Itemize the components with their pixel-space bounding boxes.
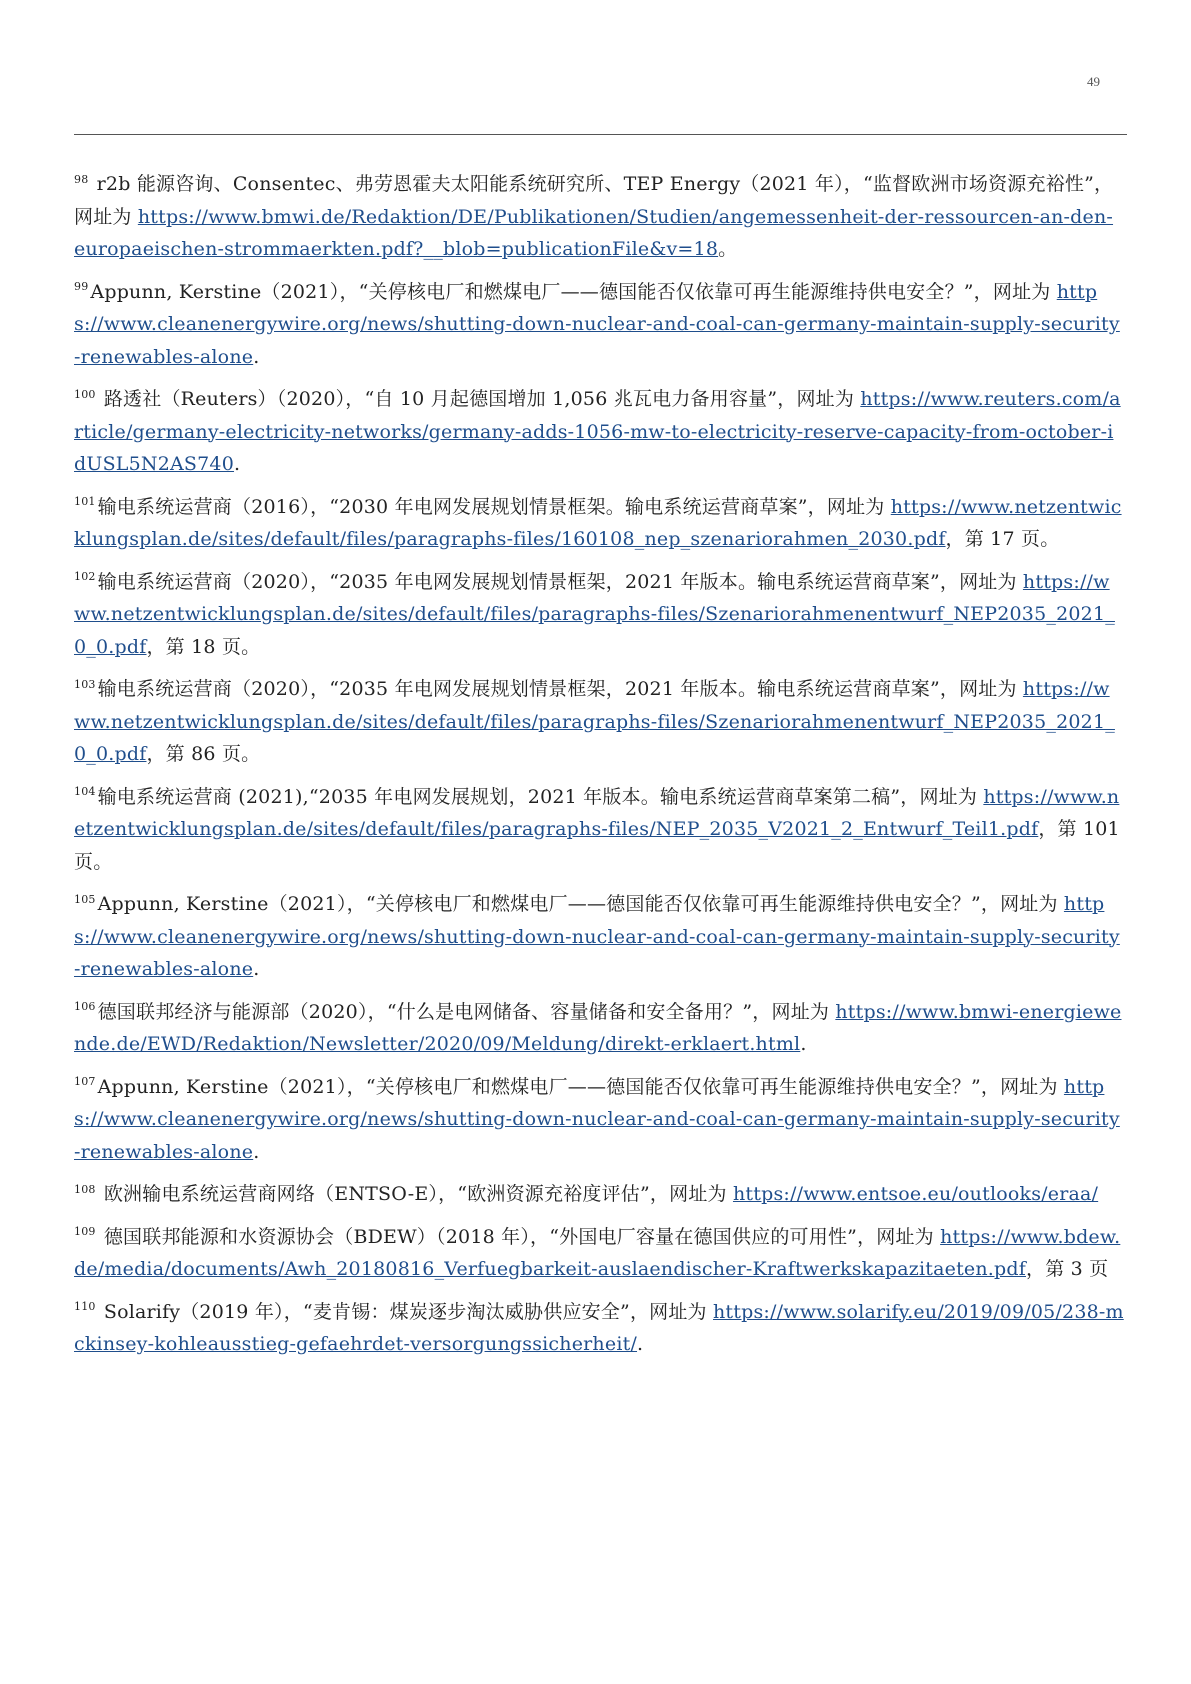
footnote-108 — [74, 1178, 1124, 1211]
footnote-link[interactable]: https://www.entsoe.eu/outlooks/eraa/ — [732, 1183, 1099, 1205]
footnote-list — [74, 168, 1124, 1371]
footnote-110 — [74, 1296, 1124, 1361]
footnote-text: Appunn, Kerstine（2021），“关停核电厂和燃煤电厂——德国能否仅依靠可再生能源维持供电安全？”，网址为 — [90, 280, 1057, 303]
footnote-text: 输电系统运营商（2016），“2030 年电网发展规划情景框架。输电系统运营商草案”，网址为 — [97, 495, 891, 518]
footnote-text: 路透社（Reuters）（2020），“自 10 月起德国增加 1,056 兆瓦电力备用容量”，网址为 — [97, 388, 861, 410]
footnote-suffix: . — [234, 453, 241, 475]
header-divider — [74, 134, 1127, 135]
footnote-text: Appunn, Kerstine（2021），“关停核电厂和燃煤电厂——德国能否仅依靠可再生能源维持供电安全？”，网址为 — [97, 893, 1064, 915]
footnote-suffix: . — [253, 345, 260, 368]
footnote-number: 109 — [74, 1225, 96, 1239]
footnote-link[interactable]: https://www.cleanenergywire.org/news/shutting-down-nuclear-and-coal-can-germany-maintain-supply-security-renewables-alone — [74, 1075, 1120, 1163]
footnote-number: 102 — [74, 570, 96, 584]
footnote-number: 108 — [74, 1182, 96, 1196]
footnote-number: 110 — [74, 1300, 96, 1314]
footnote-link[interactable]: https://www.cleanenergywire.org/news/shutting-down-nuclear-and-coal-can-germany-maintain-supply-security-renewables-alone — [74, 893, 1120, 980]
footnote-link[interactable]: https://www.netzentwicklungsplan.de/sites/default/files/paragraphs-files/Szenariorahmenentwurf_NEP2035_2021_0_0.pdf — [74, 678, 1115, 765]
footnote-number: 103 — [74, 677, 96, 691]
footnote-number: 98 — [74, 172, 89, 186]
footnote-104 — [74, 781, 1124, 879]
footnote-link[interactable]: https://www.bmwi-energiewende.de/EWD/Redaktion/Newsletter/2020/09/Meldung/direkt-erklaert.html — [74, 1000, 1122, 1055]
footnote-link[interactable]: https://www.bmwi.de/Redaktion/DE/Publikationen/Studien/angemessenheit-der-ressourcen-an-den-europaeischen-strommaerkten.pdf?__blob=publicationFile&v=18 — [74, 205, 1114, 260]
footnote-text: 输电系统运营商 (2021),“2035 年电网发展规划，2021 年版本。输电系统运营商草案第二稿”，网址为 — [97, 785, 984, 808]
footnote-text: Appunn, Kerstine（2021），“关停核电厂和燃煤电厂——德国能否仅依靠可再生能源维持供电安全？”，网址为 — [97, 1075, 1064, 1098]
footnote-suffix: 。 — [718, 238, 738, 260]
footnote-link[interactable]: https://www.solarify.eu/2019/09/05/238-mckinsey-kohleausstieg-gefaehrdet-versorgungssicherheit/ — [74, 1300, 1124, 1355]
footnote-link[interactable]: https://www.netzentwicklungsplan.de/sites/default/files/paragraphs-files/160108_nep_szenariorahmen_2030.pdf — [74, 495, 1122, 550]
footnote-text: r2b 能源咨询、Consentec、弗劳恩霍夫太阳能系统研究所、TEP Energy（2021 年），“监督欧洲市场资源充裕性”，网址为 — [74, 173, 1114, 228]
footnote-109 — [74, 1221, 1124, 1286]
footnote-suffix: . — [253, 958, 260, 980]
footnote-suffix: ，第 101 页。 — [74, 818, 1120, 873]
footnote-98 — [74, 168, 1124, 266]
footnote-107 — [74, 1071, 1124, 1169]
footnote-text: Solarify（2019 年），“麦肯锡：煤炭逐步淘汰威胁供应安全”，网址为 — [97, 1300, 713, 1323]
footnote-105 — [74, 888, 1124, 986]
footnote-suffix: . — [800, 1033, 807, 1055]
footnote-number: 107 — [74, 1075, 96, 1089]
footnote-suffix: ，第 3 页 — [1026, 1258, 1109, 1280]
footnote-number: 105 — [74, 892, 96, 906]
footnote-number: 106 — [74, 1000, 96, 1014]
footnote-103 — [74, 673, 1124, 771]
footnote-number: 100 — [74, 387, 96, 401]
footnote-link[interactable]: https://www.netzentwicklungsplan.de/sites/default/files/paragraphs-files/Szenariorahmenentwurf_NEP2035_2021_0_0.pdf — [74, 570, 1115, 658]
footnote-suffix: . — [253, 1140, 260, 1163]
footnote-link[interactable]: https://www.reuters.com/article/germany-electricity-networks/germany-adds-1056-mw-to-electricity-reserve-capacity-from-october-idUSL5N2AS740 — [74, 388, 1121, 475]
footnote-suffix: . — [637, 1333, 644, 1355]
footnote-text: 德国联邦经济与能源部（2020），“什么是电网储备、容量储备和安全备用？”，网址为 — [97, 1000, 836, 1023]
footnote-link[interactable]: https://www.bdew.de/media/documents/Awh_20180816_Verfuegbarkeit-auslaendischer-Kraftwerkskapazitaeten.pdf — [74, 1225, 1121, 1280]
footnote-102 — [74, 566, 1124, 664]
footnote-number: 101 — [74, 495, 96, 509]
footnote-text: 欧洲输电系统运营商网络（ENTSO-E），“欧洲资源充裕度评估”，网址为 — [97, 1183, 733, 1205]
footnote-106 — [74, 996, 1124, 1061]
footnote-99 — [74, 276, 1124, 374]
footnote-101 — [74, 491, 1124, 556]
footnote-number: 104 — [74, 785, 96, 799]
footnote-text: 德国联邦能源和水资源协会（BDEW）（2018 年），“外国电厂容量在德国供应的可用性”，网址为 — [97, 1225, 941, 1248]
footnote-text: 输电系统运营商（2020），“2035 年电网发展规划情景框架，2021 年版本。输电系统运营商草案”，网址为 — [97, 570, 1023, 593]
footnote-link[interactable]: https://www.netzentwicklungsplan.de/sites/default/files/paragraphs-files/NEP_2035_V2021_2_Entwurf_Teil1.pdf — [74, 785, 1120, 840]
footnote-number: 99 — [74, 280, 89, 294]
footnote-suffix: ，第 18 页。 — [146, 635, 261, 658]
page-number: 49 — [1087, 74, 1100, 89]
footnote-suffix: ，第 17 页。 — [945, 528, 1060, 550]
footnote-link[interactable]: https://www.cleanenergywire.org/news/shutting-down-nuclear-and-coal-can-germany-maintain-supply-security-renewables-alone — [74, 280, 1120, 368]
footnote-100 — [74, 383, 1124, 481]
footnote-text: 输电系统运营商（2020），“2035 年电网发展规划情景框架，2021 年版本。输电系统运营商草案”，网址为 — [97, 678, 1023, 700]
footnote-suffix: ，第 86 页。 — [146, 743, 261, 765]
